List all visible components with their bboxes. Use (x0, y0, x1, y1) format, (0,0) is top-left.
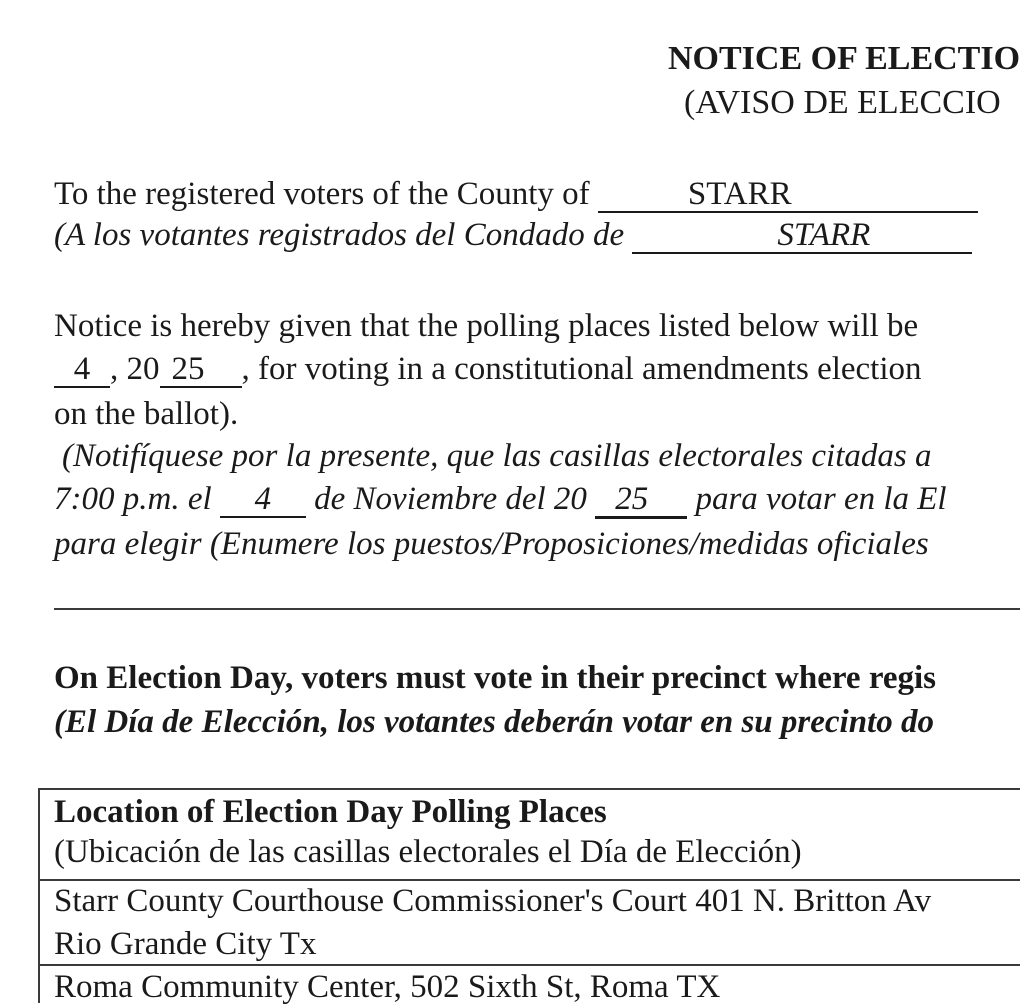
notice-es-line1: (Notifíquese por la presente, que las casillas electorales citadas a (62, 438, 932, 474)
county-field-es (632, 219, 972, 254)
table-row-1-line2: Rio Grande City Tx (54, 926, 317, 962)
table-header-en: Location of Election Day Polling Places (54, 794, 607, 830)
notice-es-line2-prefix: 7:00 p.m. el (54, 481, 212, 517)
county-field (598, 178, 978, 213)
notice-es-line2 (54, 481, 947, 519)
table-left-border (38, 788, 40, 1003)
table-header-es: (Ubicación de las casillas electorales el Día de Elección) (54, 834, 802, 870)
table-row-1-line1: Starr County Courthouse Commissioner's Court 401 N. Britton Av (54, 883, 932, 919)
notice-en-line3: on the ballot). (54, 396, 239, 432)
notice-es-line2-rest: para votar en la El (695, 481, 947, 517)
notice-en-line1: Notice is hereby given that the polling places listed below will be (54, 308, 919, 344)
table-row-divider (38, 879, 1020, 881)
notice-en-day: 4 (54, 353, 110, 388)
notice-es-line2-mid: de Noviembre del 20 (314, 481, 587, 517)
county-line (54, 176, 978, 213)
notice-es-year-value: 25 (615, 481, 649, 517)
county-line-prefix: To the registered voters of the County of (54, 176, 590, 212)
notice-title: NOTICE OF ELECTIO (668, 40, 1020, 77)
table-row-2-line1: Roma Community Center, 502 Sixth St, Roma TX (54, 969, 721, 1005)
county-value: STARR (687, 176, 792, 212)
election-day-es: (El Día de Elección, los votantes deberán votar en su precinto do (54, 704, 934, 740)
election-day-en: On Election Day, voters must vote in their precinct where regis (54, 660, 937, 696)
table-top-border (38, 788, 1020, 790)
offices-blank-line (54, 608, 1020, 610)
notice-en-year-value: 25 (171, 351, 205, 387)
county-line-es (54, 217, 972, 254)
county-line-es-prefix: (A los votantes registrados del Condado de (54, 217, 625, 253)
notice-en-year-prefix: , 20 (110, 351, 160, 387)
table-row-divider (38, 964, 1020, 966)
notice-es-line3: para elegir (Enumere los puestos/Proposiciones/medidas oficiales (54, 526, 929, 562)
notice-en-line2 (54, 351, 922, 388)
notice-en-year (160, 353, 242, 388)
notice-subtitle: (AVISO DE ELECCIO (684, 84, 1001, 121)
notice-en-line2-rest: , for voting in a constitutional amendments election (241, 351, 922, 387)
notice-es-year (595, 483, 687, 519)
notice-es-day: 4 (220, 483, 306, 518)
county-value-es: STARR (777, 217, 871, 253)
